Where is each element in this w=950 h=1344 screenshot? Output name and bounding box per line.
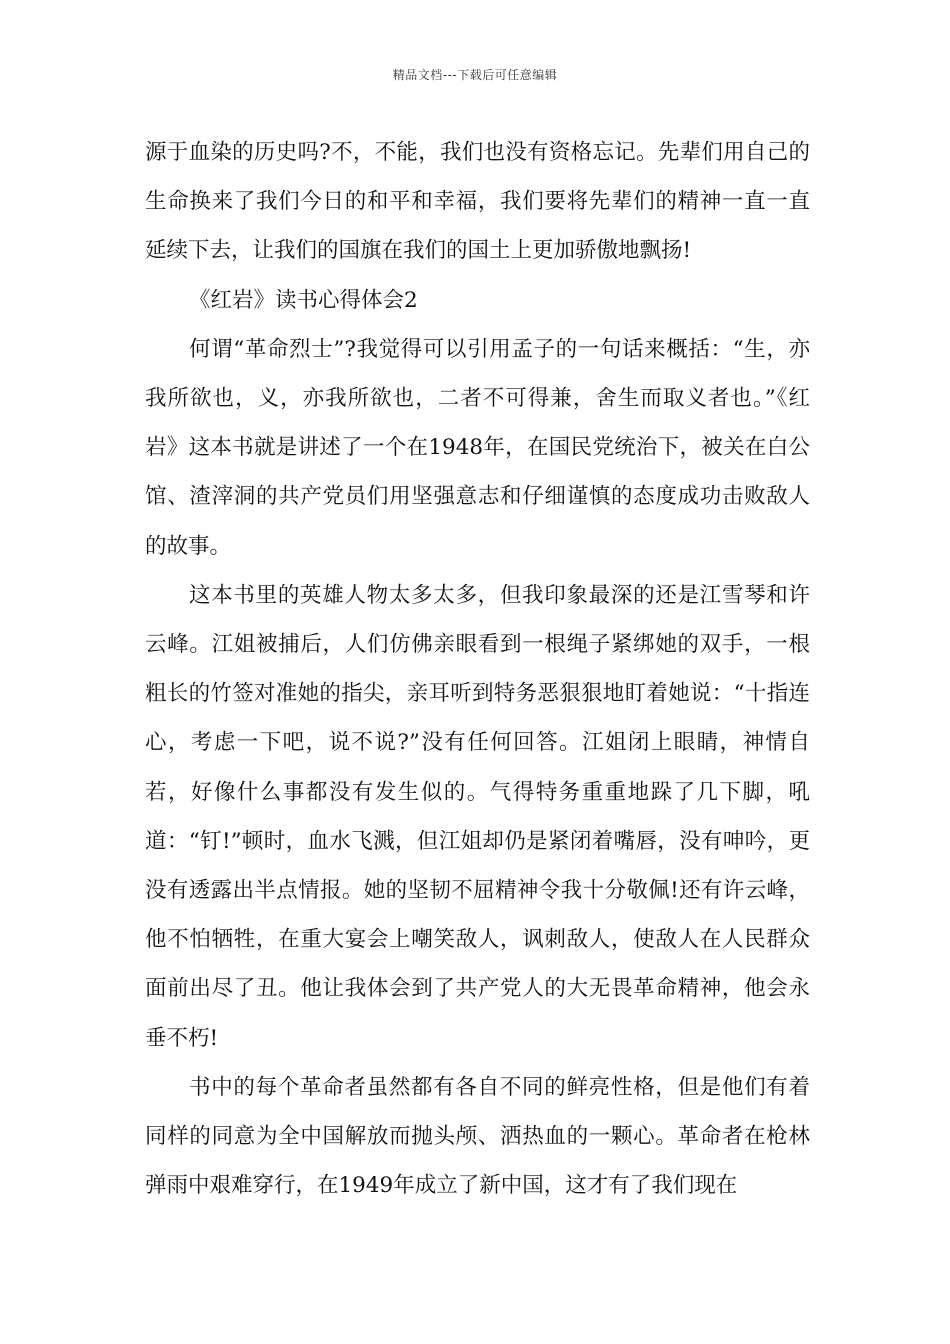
section-title: 《红岩》读书心得体会2 <box>189 287 418 313</box>
page-header: 精品文档---下载后可任意编辑 <box>392 68 558 82</box>
paragraph-revolutionaries: 书中的每个革命者虽然都有各自不同的鲜亮性格，但是他们有着同样的同意为全中国解放而抛头颅、洒热血的一颗心。革命者在枪林弹雨中艰难穿行，在1949年成立了新中国，这才有了我们现在 <box>145 1074 810 1199</box>
paragraph-heroes: 这本书里的英雄人物太多太多，但我印象最深的还是江雪琴和许云峰。江姐被捕后，人们仿佛亲眼看到一根绳子紧绑她的双手，一根粗长的竹签对准她的指尖，亲耳听到特务恶狠狠地盯着她说：“十指连心，考虑一下吧，说不说?”没有任何回答。江姐闭上眼睛，神情自若，好像什么事都没有发生似的。气得特务重重地跺了几下脚，吼道：“钉!”顿时，血水飞溅，但江姐却仍是紧闭着嘴唇，没有呻吟，更没有透露出半点情报。她的坚韧不屈精神令我十分敬佩!还有许云峰，他不怕牺牲，在重大宴会上嘲笑敌人，讽刺敌人，使敌人在人民群众面前出尽了丑。他让我体会到了共产党人的大无畏革命精神，他会永垂不朽! <box>145 582 810 1051</box>
paragraph-continuation: 源于血染的历史吗?不，不能，我们也没有资格忘记。先辈们用自己的生命换来了我们今日的和平和幸福，我们要将先辈们的精神一直一直延续下去，让我们的国旗在我们的国土上更加骄傲地飘扬! <box>145 140 810 264</box>
paragraph-definition: 何谓“革命烈士”?我觉得可以引用孟子的一句话来概括：“生，亦我所欲也，义，亦我所欲也，二者不可得兼，舍生而取义者也。”《红岩》这本书就是讲述了一个在1948年，在国民党统治下，被关在白公馆、渣滓洞的共产党员们用坚强意志和仔细谨慎的态度成功击败敌人的故事。 <box>145 336 810 559</box>
document-body <box>145 128 810 1210</box>
